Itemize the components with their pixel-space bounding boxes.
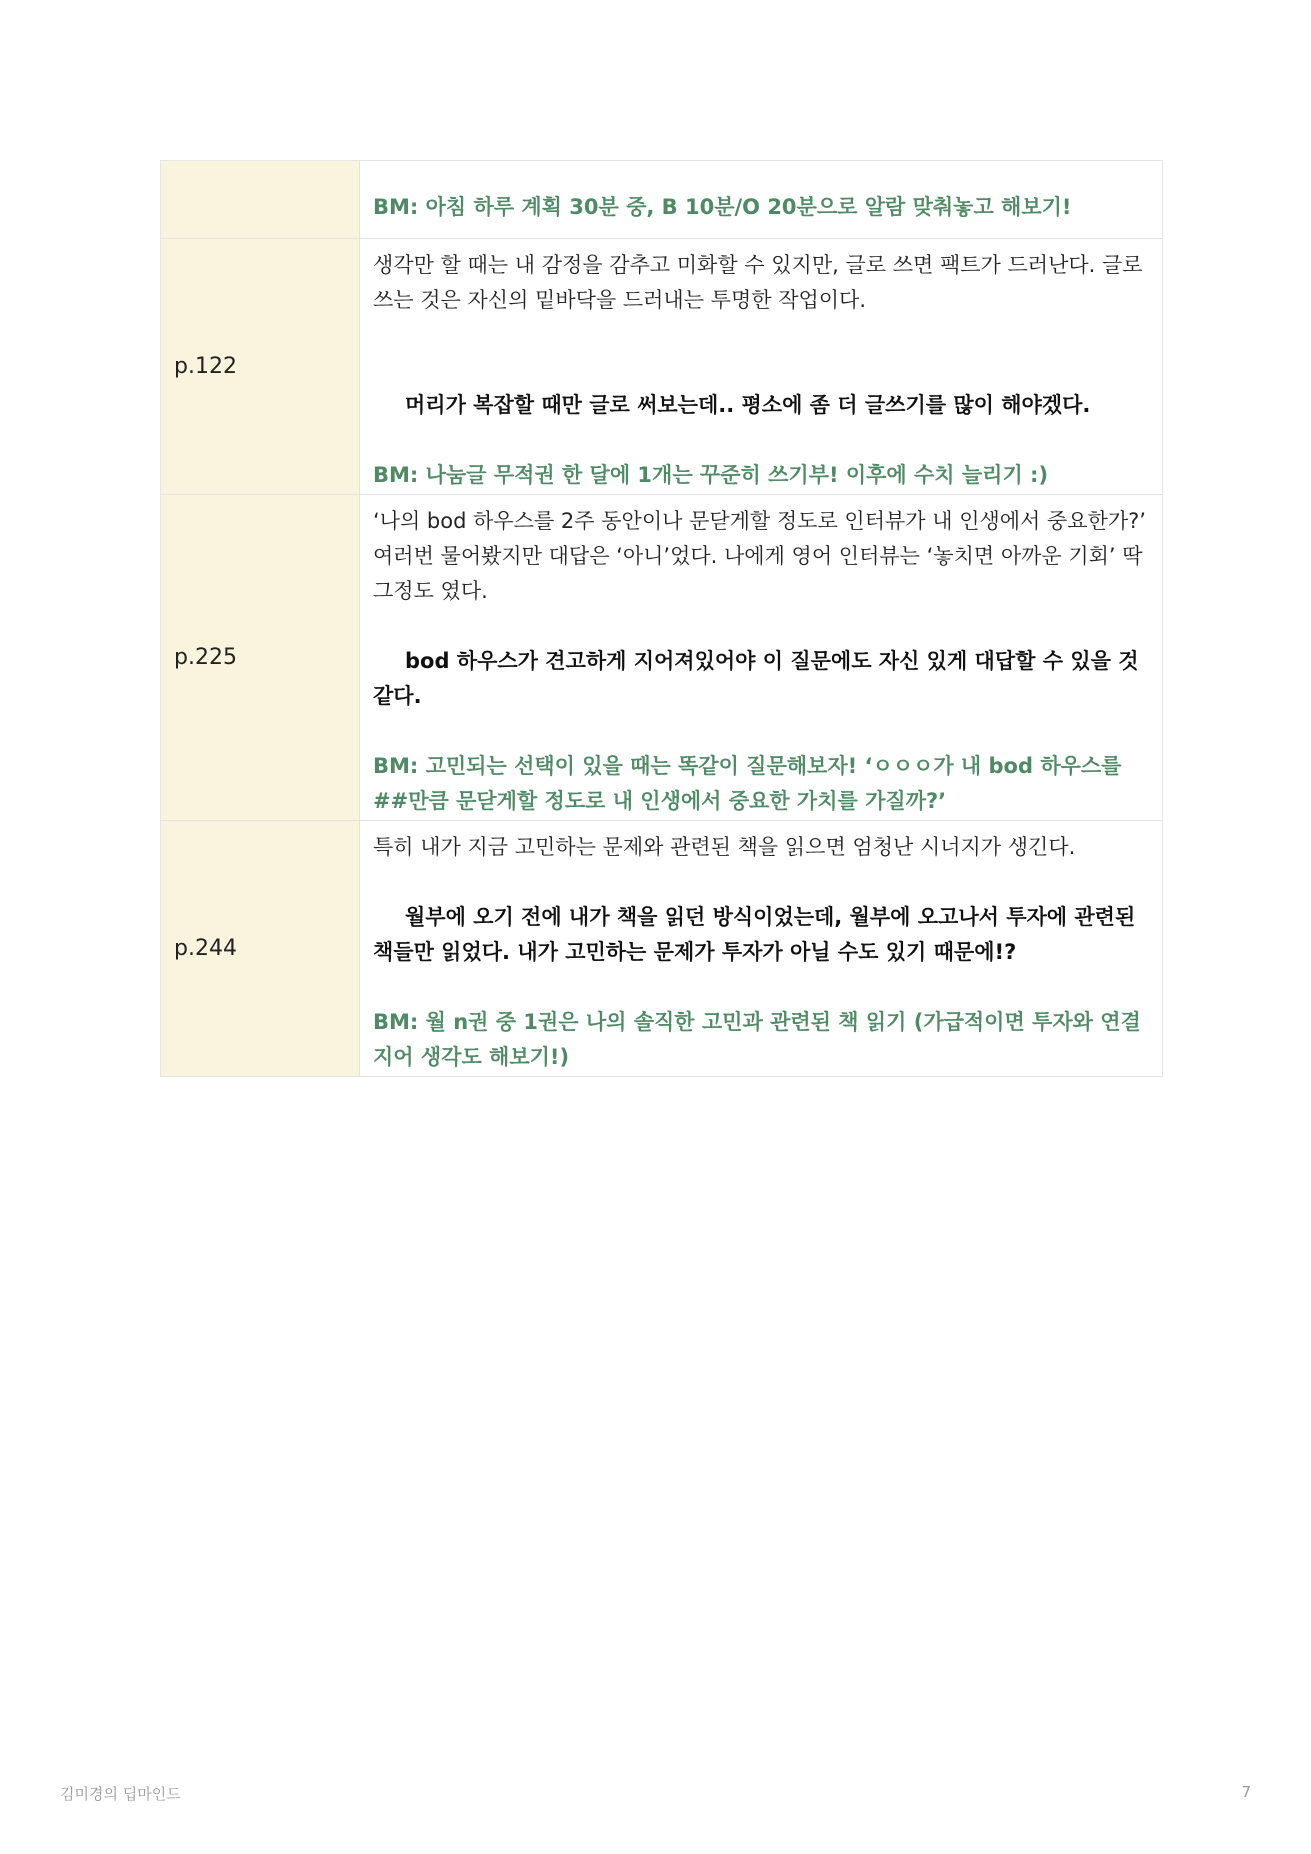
table-row: [161, 161, 1162, 239]
reflection-text: 월부에 오기 전에 내가 책을 읽던 방식이었는데, 월부에 오고나서 투자에 관련된 책들만 읽었다. 내가 고민하는 문제가 투자가 아닐 수도 있기 때문에!?: [373, 905, 1136, 964]
book-quote: 특히 내가 지금 고민하는 문제와 관련된 책을 읽으면 엄청난 시너지가 생긴다.: [373, 835, 1076, 859]
reflection-text: 머리가 복잡할 때만 글로 써보는데.. 평소에 좀 더 글쓰기를 많이 해야겠다.: [405, 393, 1091, 417]
content-cell: [360, 239, 1162, 494]
reflection-text: bod 하우스가 견고하게 지어져있어야 이 질문에도 자신 있게 대답할 수 있을 것 같다.: [373, 649, 1139, 708]
bm-note: BM: 고민되는 선택이 있을 때는 똑같이 질문해보자! ‘ㅇㅇㅇ가 내 bod 하우스를 ##만큼 문닫게할 정도로 내 인생에서 중요한 가치를 가질까?’: [373, 754, 1122, 813]
page-cell: [161, 161, 360, 238]
page-cell: p.244: [161, 821, 360, 1076]
table-row: [161, 239, 1162, 495]
bm-note: BM: 아침 하루 계획 30분 중, B 10분/O 20분으로 알람 맞춰놓고 해보기!: [373, 195, 1072, 219]
content-cell: [360, 821, 1162, 1076]
reading-notes-table: [160, 160, 1163, 1077]
bm-note: BM: 월 n권 중 1권은 나의 솔직한 고민과 관련된 책 읽기 (가급적이면 투자와 연결지어 생각도 해보기!): [373, 1010, 1141, 1069]
table-row: [161, 821, 1162, 1077]
page-cell: p.225: [161, 495, 360, 820]
content-cell: [360, 161, 1162, 238]
content-cell: [360, 495, 1162, 820]
table-row: [161, 495, 1162, 821]
book-quote: 생각만 할 때는 내 감정을 감추고 미화할 수 있지만, 글로 쓰면 팩트가 드러난다. 글로 쓰는 것은 자신의 밑바닥을 드러내는 투명한 작업이다.: [373, 253, 1143, 312]
bm-note: BM: 나눔글 무적권 한 달에 1개는 꾸준히 쓰기부! 이후에 수치 늘리기 :): [373, 463, 1049, 487]
footer-author: 김미경의 딥마인드: [60, 1785, 181, 1803]
footer-page-number: 7: [1241, 1783, 1251, 1801]
page-cell: p.122: [161, 239, 360, 494]
book-quote: ‘나의 bod 하우스를 2주 동안이나 문닫게할 정도로 인터뷰가 내 인생에서 중요한가?’ 여러번 물어봤지만 대답은 ‘아니’었다. 나에게 영어 인터뷰는 ‘놓치면 아까운 기회’ 딱 그정도 였다.: [373, 509, 1146, 603]
